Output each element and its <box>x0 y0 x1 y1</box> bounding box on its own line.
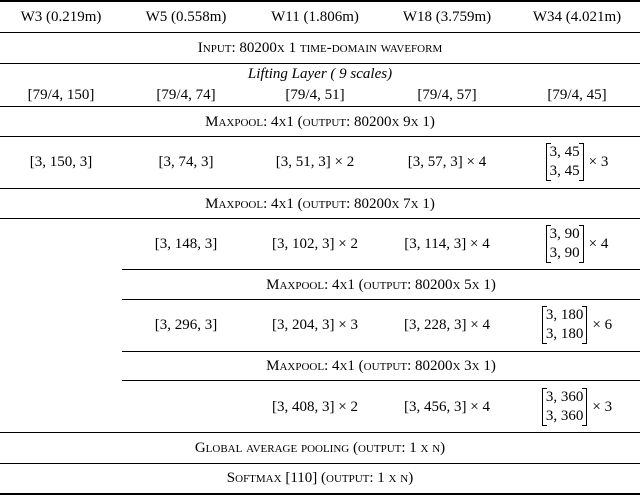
block4-w11: [3, 408, 3] × 2 <box>250 381 380 433</box>
block3-w18: [3, 228, 3] × 4 <box>380 299 514 351</box>
maxpool-2: Maxpool: 4x1 (output: 80200x 7x 1) <box>0 188 640 219</box>
header-w3: W3 (0.219m) <box>0 1 122 33</box>
block2-w5: [3, 148, 3] <box>122 219 250 270</box>
block3-w34-repeat: × 6 <box>592 317 613 334</box>
maxpool-3: Maxpool: 4x1 (output: 80200x 5x 1) <box>122 270 640 300</box>
gap-row <box>0 433 640 464</box>
maxpool4-row <box>0 351 640 381</box>
lifting-w3: [79/4, 150] <box>27 87 95 104</box>
softmax: Softmax [110] (output: 1 x n) <box>0 463 640 494</box>
block1-w34-repeat: × 3 <box>588 154 609 171</box>
block1-w3: [3, 150, 3] <box>0 136 122 188</box>
block2-w11: [3, 102, 3] × 2 <box>250 219 380 270</box>
maxpool1-row <box>0 107 640 137</box>
maxpool3-spacer <box>0 270 122 300</box>
header-w5: W5 (0.558m) <box>122 1 250 33</box>
block4-row <box>0 381 640 433</box>
block3-w5: [3, 296, 3] <box>122 299 250 351</box>
block4-w5-empty <box>122 381 250 433</box>
block2-w34-repeat: × 4 <box>588 236 609 253</box>
block3-w11: [3, 204, 3] × 3 <box>250 299 380 351</box>
input-row <box>0 33 640 64</box>
lifting-w5: [79/4, 74] <box>156 87 216 104</box>
lifting-w18: [79/4, 57] <box>417 87 477 104</box>
maxpool3-row <box>0 270 640 300</box>
block1-w5: [3, 74, 3] <box>122 136 250 188</box>
block3-w34 <box>514 299 640 351</box>
lifting-w34: [79/4, 45] <box>547 87 607 104</box>
block2-w3-empty <box>0 219 122 270</box>
block3-w34-matrix: 3, 180 3, 180 <box>542 306 588 344</box>
block1-w18: [3, 57, 3] × 4 <box>380 136 514 188</box>
block3-w3-empty <box>0 299 122 351</box>
block2-row <box>0 219 640 270</box>
maxpool2-row <box>0 188 640 219</box>
block2-w34-matrix: 3, 90 3, 90 <box>546 225 584 263</box>
global-average-pooling: Global average pooling (output: 1 x n) <box>0 433 640 464</box>
block4-w34 <box>514 381 640 433</box>
block1-w34 <box>514 136 640 188</box>
block1-w11: [3, 51, 3] × 2 <box>250 136 380 188</box>
header-w18: W18 (3.759m) <box>380 1 514 33</box>
lifting-title-row <box>0 63 640 84</box>
maxpool-4: Maxpool: 4x1 (output: 80200x 3x 1) <box>122 351 640 381</box>
header-w34: W34 (4.021m) <box>514 1 640 33</box>
maxpool-1: Maxpool: 4x1 (output: 80200x 9x 1) <box>0 107 640 137</box>
softmax-row <box>0 463 640 494</box>
block4-w34-matrix: 3, 360 3, 360 <box>542 388 588 426</box>
maxpool4-spacer <box>0 351 122 381</box>
lifting-layer-title: Lifting Layer ( 9 scales) <box>0 63 640 84</box>
block2-w34 <box>514 219 640 270</box>
block4-w18: [3, 456, 3] × 4 <box>380 381 514 433</box>
header-row <box>0 1 640 33</box>
input-description: Input: 80200x 1 time-domain waveform <box>0 33 640 64</box>
lifting-params-row <box>0 84 640 106</box>
lifting-w11: [79/4, 51] <box>285 87 345 104</box>
header-w11: W11 (1.806m) <box>250 1 380 33</box>
block3-row <box>0 299 640 351</box>
block4-w34-repeat: × 3 <box>592 398 613 415</box>
block2-w18: [3, 114, 3] × 4 <box>380 219 514 270</box>
block1-w34-matrix: 3, 45 3, 45 <box>546 143 584 181</box>
block4-w3-empty <box>0 381 122 433</box>
block1-row <box>0 136 640 188</box>
